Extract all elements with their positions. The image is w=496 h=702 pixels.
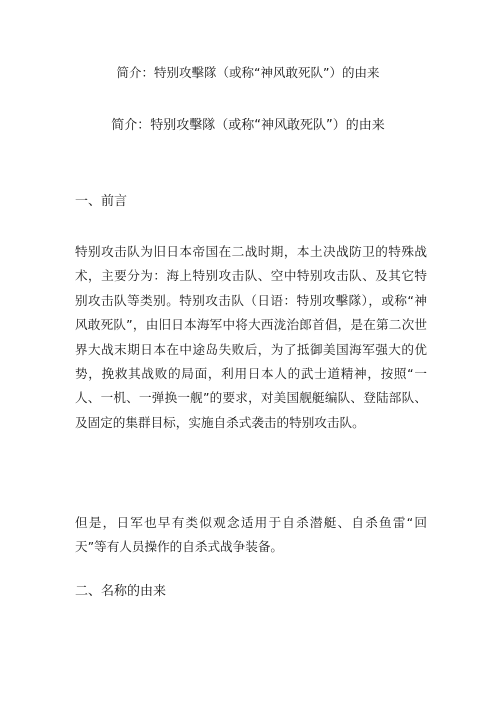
section-heading-preface: 一、前言: [75, 194, 128, 209]
document-title: 简介：特别攻擊隊（或称“神风敢死队”）的由来: [111, 118, 385, 133]
page-header: 简介：特别攻擊隊（或称“神风敢死队”）的由来: [116, 65, 380, 80]
paragraph-preface-2: 但是，日军也早有类似观念适用于自杀潜艇、自杀鱼雷“回天”等有人员操作的自杀式战争装备。: [75, 515, 427, 555]
paragraph-preface-1: 特别攻击队为旧日本帝国在二战时期，本土决战防卫的特殊战术，主要分为：海上特别攻击队、空中特别攻击队、及其它特别攻击队等类别。特别攻击队（日语：特別攻擊隊），或称“神风敢死队”，由旧日本海军中将大西泷治郎首倡，是在第二次世界大战末期日本在中途岛失败后，为了抵御美国海军强大的优势，挽救其战败的局面，利用日本人的武士道精神，按照“一人、一机、一弹换一舰”的要求，对美国舰艇编队、登陆部队、及固定的集群目标，实施自杀式袭击的特别攻击队。: [75, 244, 427, 430]
section-heading-name-origin: 二、名称的由来: [75, 584, 167, 599]
